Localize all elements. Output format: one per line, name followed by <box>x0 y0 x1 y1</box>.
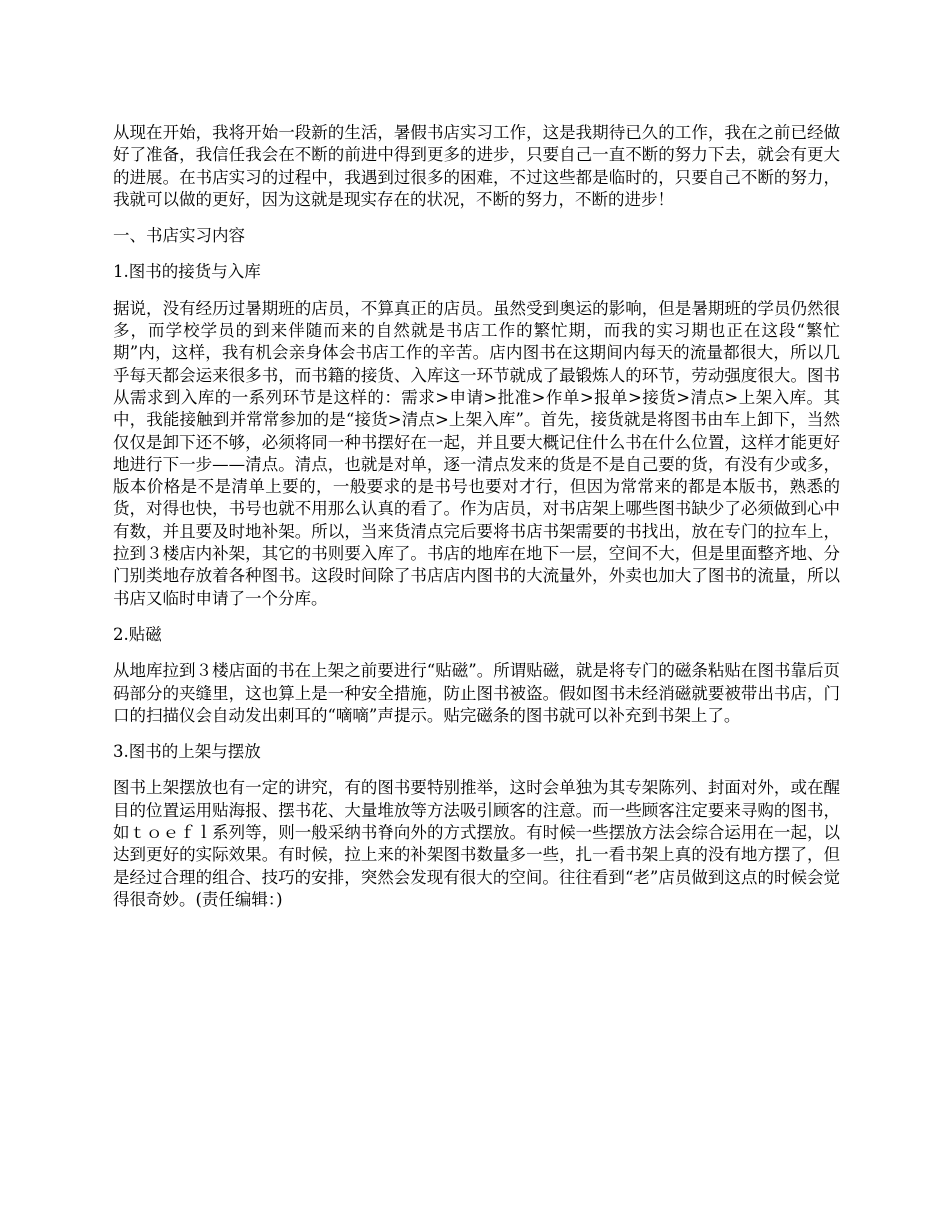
subsection-2-body: 从地库拉到３楼店面的书在上架之前要进行“贴磁”。所谓贴磁，就是将专门的磁条粘贴在图书靠后页码部分的夹缝里，这也算上是一种安全措施，防止图书被盗。假如图书未经消磁就要被带出书店，门口的扫描仪会自动发出刺耳的“嘀嘀”声提示。贴完磁条的图书就可以补充到书架上了。 <box>113 661 840 725</box>
subsection-3-body: 图书上架摆放也有一定的讲究，有的图书要特别推举，这时会单独为其专架陈列、封面对外，或在醒目的位置运用贴海报、摆书花、大量堆放等方法吸引顾客的注意。而一些顾客注定要来寻购的图书，如ｔｏｅｆｌ系列等，则一般采纳书脊向外的方式摆放。有时候一些摆放方法会综合运用在一起，以达到更好的实际效果。有时候，拉上来的补架图书数量多一些，扎一看书架上真的没有地方摆了，但是经过合理的组合、技巧的安排，突然会发现有很大的空间。往往看到“老”店员做到这点的时候会觉得很奇妙。(责任编辑：) <box>113 778 840 909</box>
subsection-1-body: 据说，没有经历过暑期班的店员，不算真正的店员。虽然受到奥运的影响，但是暑期班的学员仍然很多，而学校学员的到来伴随而来的自然就是书店工作的繁忙期，而我的实习期也正在这段“繁忙期”内，这样，我有机会亲身体会书店工作的辛苦。店内图书在这期间内每天的流量都很大，所以几乎每天都会运来很多书，而书籍的接货、入库这一环节就成了最锻炼人的环节，劳动强度很大。图书从需求到入库的一系列环节是这样的：需求>申请>批准>作单>报单>接货>清点>上架入库。其中，我能接触到并常常参加的是“接货>清点>上架入库”。首先，接货就是将图书由车上卸下，当然仅仅是卸下还不够，必须将同一种书摆好在一起，并且要大概记住什么书在什么位置，这样才能更好地进行下一步——清点。清点，也就是对单，逐一清点发来的货是不是自己要的货，有没有少或多，版本价格是不是清单上要的，一般要求的是书号也要对才行，但因为常常来的都是本版书，熟悉的货，对得也快，书号也就不用那么认真的看了。作为店员，对书店架上哪些图书缺少了必须做到心中有数，并且要及时地补架。所以，当来货清点完后要将书店书架需要的书找出，放在专门的拉车上，拉到３楼店内补架，其它的书则要入库了。书店的地库在地下一层，空间不大，但是里面整齐地、分门别类地存放着各种图书。这段时间除了书店店内图书的大流量外，外卖也加大了图书的流量，所以书店又临时申请了一个分库。 <box>113 298 840 608</box>
subsection-3-title: 3.图书的上架与摆放 <box>113 742 261 762</box>
document-page <box>113 122 840 925</box>
subsection-1-title: 1.图书的接货与入库 <box>113 262 261 282</box>
subsection-2-title: 2.贴磁 <box>113 624 162 644</box>
section-title: 一、书店实习内容 <box>113 226 245 246</box>
intro-paragraph: 从现在开始，我将开始一段新的生活，暑假书店实习工作，这是我期待已久的工作，我在之前已经做好了准备，我信任我会在不断的前进中得到更多的进步，只要自己一直不断的努力下去，就会有更大的进展。在书店实习的过程中，我遇到过很多的困难，不过这些都是临时的，只要自己不断的努力，我就可以做的更好，因为这就是现实存在的状况，不断的努力，不断的进步！ <box>113 123 840 209</box>
